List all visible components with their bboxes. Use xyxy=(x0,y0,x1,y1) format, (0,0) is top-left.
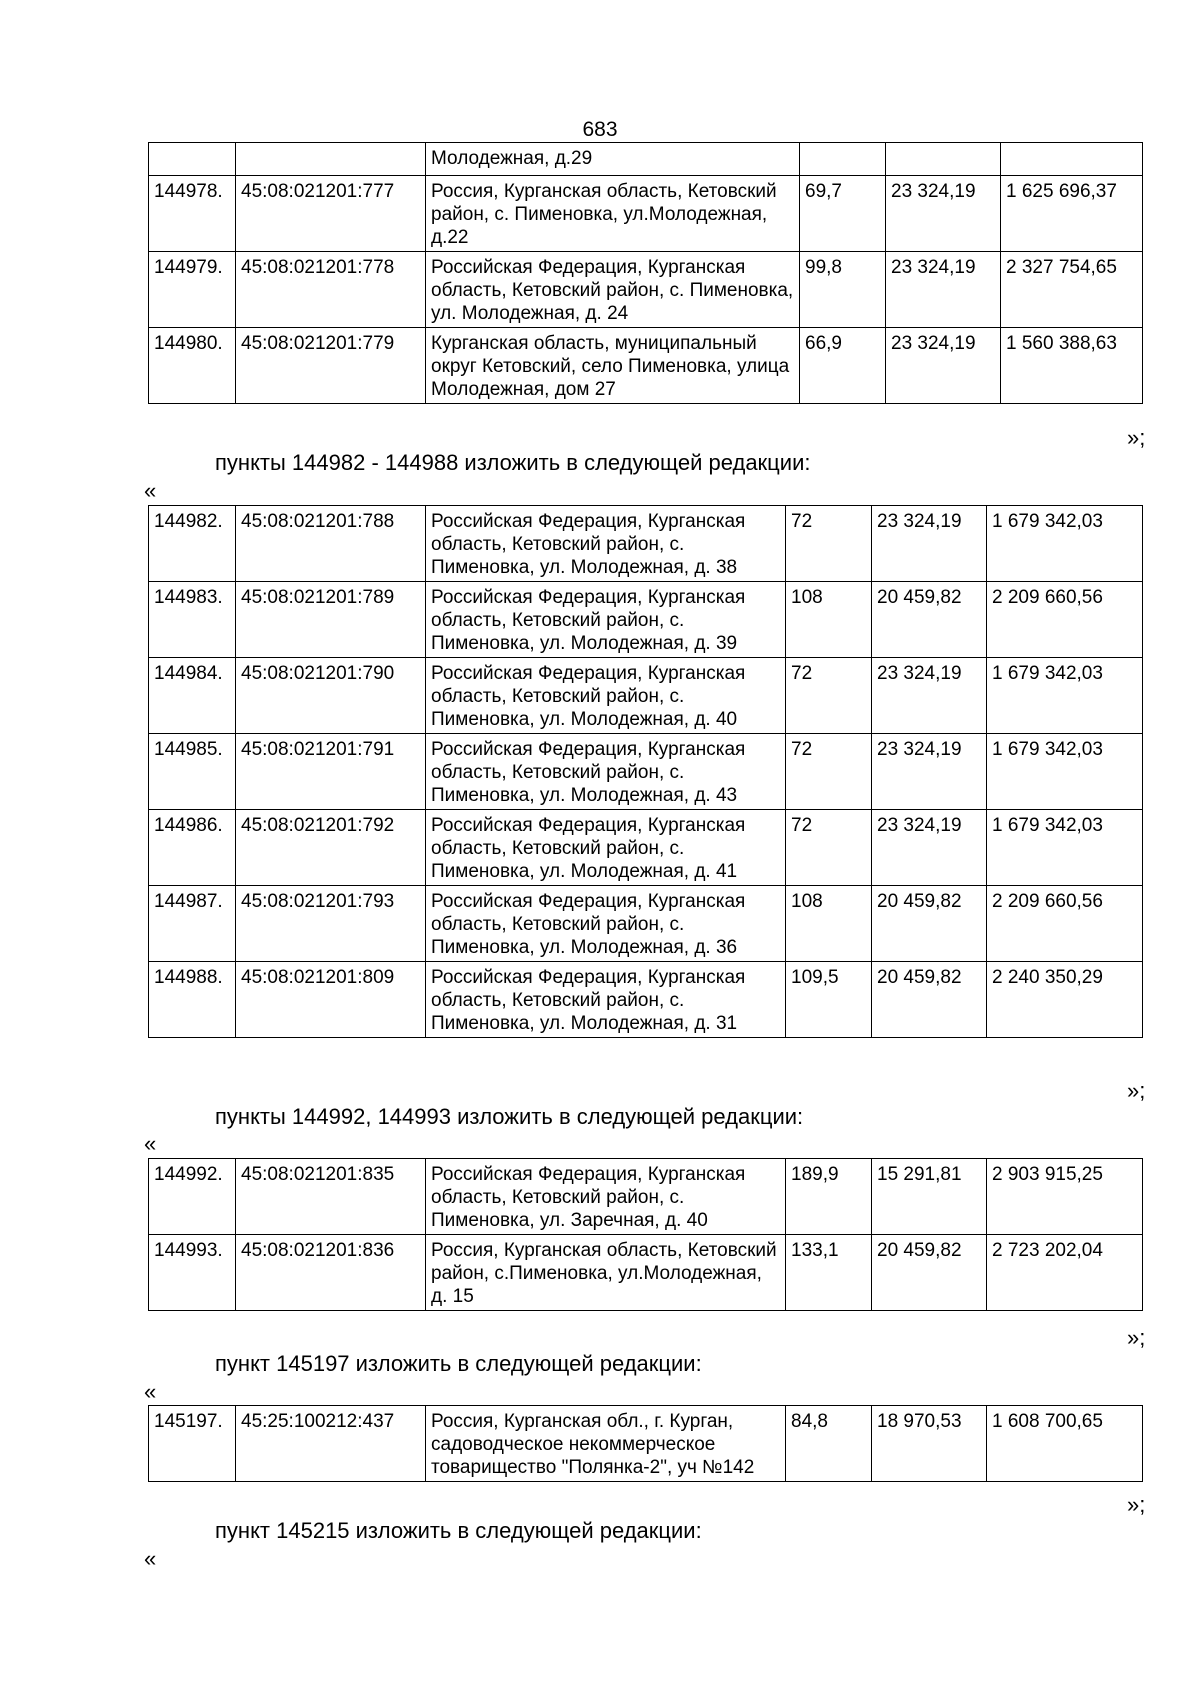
cell-cadastral: 45:08:021201:791 xyxy=(236,734,426,810)
cell-address: Курганская область, муниципальный округ Кетовский, село Пименовка, улица Молодежная, дом 27 xyxy=(426,328,800,404)
cell-address: Россия, Курганская область, Кетовский район, с. Пименовка, ул.Молодежная, д.22 xyxy=(426,176,800,252)
cell-address: Россия, Курганская обл., г. Курган, садоводческое некоммерческое товарищество "Полянка-2", уч №142 xyxy=(426,1406,786,1482)
amendment-paragraph: пункт 145215 изложить в следующей редакции: xyxy=(215,1518,702,1543)
cell-cadastral: 45:08:021201:788 xyxy=(236,506,426,582)
cell-num: 144979. xyxy=(149,252,236,328)
cell-cadastral: 45:08:021201:779 xyxy=(236,328,426,404)
cell-address: Российская Федерация, Курганская область, Кетовский район, с. Пименовка, ул. Молодежная, д. 39 xyxy=(426,582,786,658)
amendment-paragraph: пункты 144982 - 144988 изложить в следующей редакции: xyxy=(215,450,811,475)
table-row xyxy=(149,1406,1143,1482)
cell-address: Российская Федерация, Курганская область, Кетовский район, с. Пименовка, ул. Молодежная, д. 38 xyxy=(426,506,786,582)
cell-num: 144986. xyxy=(149,810,236,886)
cell-value: 2 327 754,65 xyxy=(1001,252,1143,328)
cell-address: Российская Федерация, Курганская область, Кетовский район, с. Пименовка, ул. Молодежная, д. 31 xyxy=(426,962,786,1038)
cell-value: 2 723 202,04 xyxy=(987,1235,1143,1311)
cell-value: 1 679 342,03 xyxy=(987,658,1143,734)
cell-num: 144980. xyxy=(149,328,236,404)
closing-quote: »; xyxy=(1127,1325,1146,1350)
cell-price: 23 324,19 xyxy=(886,252,1001,328)
cell-num: 144985. xyxy=(149,734,236,810)
table-row xyxy=(149,252,1143,328)
closing-quote: »; xyxy=(1127,425,1146,450)
cell-num: 145197. xyxy=(149,1406,236,1482)
amendment-paragraph: пункты 144992, 144993 изложить в следующей редакции: xyxy=(215,1104,804,1129)
cell-price: 23 324,19 xyxy=(886,328,1001,404)
cell-address: Российская Федерация, Курганская область, Кетовский район, с. Пименовка, ул. Молодежная, д. 24 xyxy=(426,252,800,328)
cell-area: 69,7 xyxy=(800,176,886,252)
cell-price: 23 324,19 xyxy=(872,810,987,886)
cell-price: 23 324,19 xyxy=(872,506,987,582)
cell-area: 109,5 xyxy=(786,962,872,1038)
cell-value: 2 209 660,56 xyxy=(987,582,1143,658)
cell-num: 144984. xyxy=(149,658,236,734)
cell-num: 144983. xyxy=(149,582,236,658)
table-row xyxy=(149,582,1143,658)
cell-num: 144978. xyxy=(149,176,236,252)
cell-price: 20 459,82 xyxy=(872,1235,987,1311)
cell-cadastral: 45:08:021201:789 xyxy=(236,582,426,658)
table-row xyxy=(149,734,1143,810)
cell-price: 18 970,53 xyxy=(872,1406,987,1482)
cell-area: 72 xyxy=(786,810,872,886)
cell-price: 15 291,81 xyxy=(872,1159,987,1235)
cell-area: 108 xyxy=(786,886,872,962)
closing-quote: »; xyxy=(1127,1492,1146,1517)
opening-quote: « xyxy=(144,478,157,503)
cell-area: 108 xyxy=(786,582,872,658)
cell-area: 99,8 xyxy=(800,252,886,328)
property-table-4 xyxy=(148,1405,1143,1482)
property-table-1 xyxy=(148,142,1143,404)
cell-num: 144993. xyxy=(149,1235,236,1311)
cell-area: 66,9 xyxy=(800,328,886,404)
property-table-3 xyxy=(148,1158,1143,1311)
cell-value: 1 608 700,65 xyxy=(987,1406,1143,1482)
table-row xyxy=(149,962,1143,1038)
cell-value: 1 625 696,37 xyxy=(1001,176,1143,252)
table-row xyxy=(149,810,1143,886)
table-row xyxy=(149,143,1143,176)
page-number: 683 xyxy=(582,118,618,141)
cell-price: 23 324,19 xyxy=(872,658,987,734)
property-table-2 xyxy=(148,505,1143,1038)
cell-value: 1 560 388,63 xyxy=(1001,328,1143,404)
table-row xyxy=(149,658,1143,734)
cell-cadastral: 45:08:021201:836 xyxy=(236,1235,426,1311)
cell-cadastral: 45:08:021201:777 xyxy=(236,176,426,252)
cell-cadastral: 45:08:021201:792 xyxy=(236,810,426,886)
cell-value: 1 679 342,03 xyxy=(987,506,1143,582)
cell-price: 23 324,19 xyxy=(886,176,1001,252)
cell-area: 72 xyxy=(786,658,872,734)
cell-cadastral: 45:08:021201:809 xyxy=(236,962,426,1038)
cell-value: 2 209 660,56 xyxy=(987,886,1143,962)
cell-address: Российская Федерация, Курганская область, Кетовский район, с. Пименовка, ул. Молодежная, д. 40 xyxy=(426,658,786,734)
cell-area xyxy=(800,143,886,176)
opening-quote: « xyxy=(144,1546,157,1571)
cell-address: Россия, Курганская область, Кетовский район, с.Пименовка, ул.Молодежная, д. 15 xyxy=(426,1235,786,1311)
table-row xyxy=(149,328,1143,404)
opening-quote: « xyxy=(144,1131,157,1156)
cell-value: 2 240 350,29 xyxy=(987,962,1143,1038)
cell-area: 189,9 xyxy=(786,1159,872,1235)
cell-value: 2 903 915,25 xyxy=(987,1159,1143,1235)
closing-quote: »; xyxy=(1127,1078,1146,1103)
table-row xyxy=(149,176,1143,252)
cell-value: 1 679 342,03 xyxy=(987,734,1143,810)
cell-num: 144992. xyxy=(149,1159,236,1235)
cell-cadastral: 45:08:021201:835 xyxy=(236,1159,426,1235)
cell-price: 23 324,19 xyxy=(872,734,987,810)
cell-price xyxy=(886,143,1001,176)
cell-value xyxy=(1001,143,1143,176)
cell-address: Молодежная, д.29 xyxy=(426,143,800,176)
cell-price: 20 459,82 xyxy=(872,582,987,658)
cell-num: 144982. xyxy=(149,506,236,582)
cell-cadastral: 45:25:100212:437 xyxy=(236,1406,426,1482)
table-row xyxy=(149,1235,1143,1311)
cell-num xyxy=(149,143,236,176)
opening-quote: « xyxy=(144,1379,157,1404)
cell-cadastral: 45:08:021201:793 xyxy=(236,886,426,962)
cell-cadastral xyxy=(236,143,426,176)
cell-address: Российская Федерация, Курганская область, Кетовский район, с. Пименовка, ул. Заречная, д. 40 xyxy=(426,1159,786,1235)
cell-cadastral: 45:08:021201:790 xyxy=(236,658,426,734)
cell-value: 1 679 342,03 xyxy=(987,810,1143,886)
cell-area: 133,1 xyxy=(786,1235,872,1311)
table-row xyxy=(149,506,1143,582)
cell-num: 144988. xyxy=(149,962,236,1038)
cell-cadastral: 45:08:021201:778 xyxy=(236,252,426,328)
cell-area: 72 xyxy=(786,506,872,582)
cell-address: Российская Федерация, Курганская область, Кетовский район, с. Пименовка, ул. Молодежная, д. 43 xyxy=(426,734,786,810)
cell-area: 72 xyxy=(786,734,872,810)
table-row xyxy=(149,1159,1143,1235)
amendment-paragraph: пункт 145197 изложить в следующей редакции: xyxy=(215,1351,702,1376)
cell-num: 144987. xyxy=(149,886,236,962)
table-row xyxy=(149,886,1143,962)
cell-address: Российская Федерация, Курганская область, Кетовский район, с. Пименовка, ул. Молодежная, д. 36 xyxy=(426,886,786,962)
cell-area: 84,8 xyxy=(786,1406,872,1482)
cell-price: 20 459,82 xyxy=(872,962,987,1038)
cell-price: 20 459,82 xyxy=(872,886,987,962)
cell-address: Российская Федерация, Курганская область, Кетовский район, с. Пименовка, ул. Молодежная, д. 41 xyxy=(426,810,786,886)
